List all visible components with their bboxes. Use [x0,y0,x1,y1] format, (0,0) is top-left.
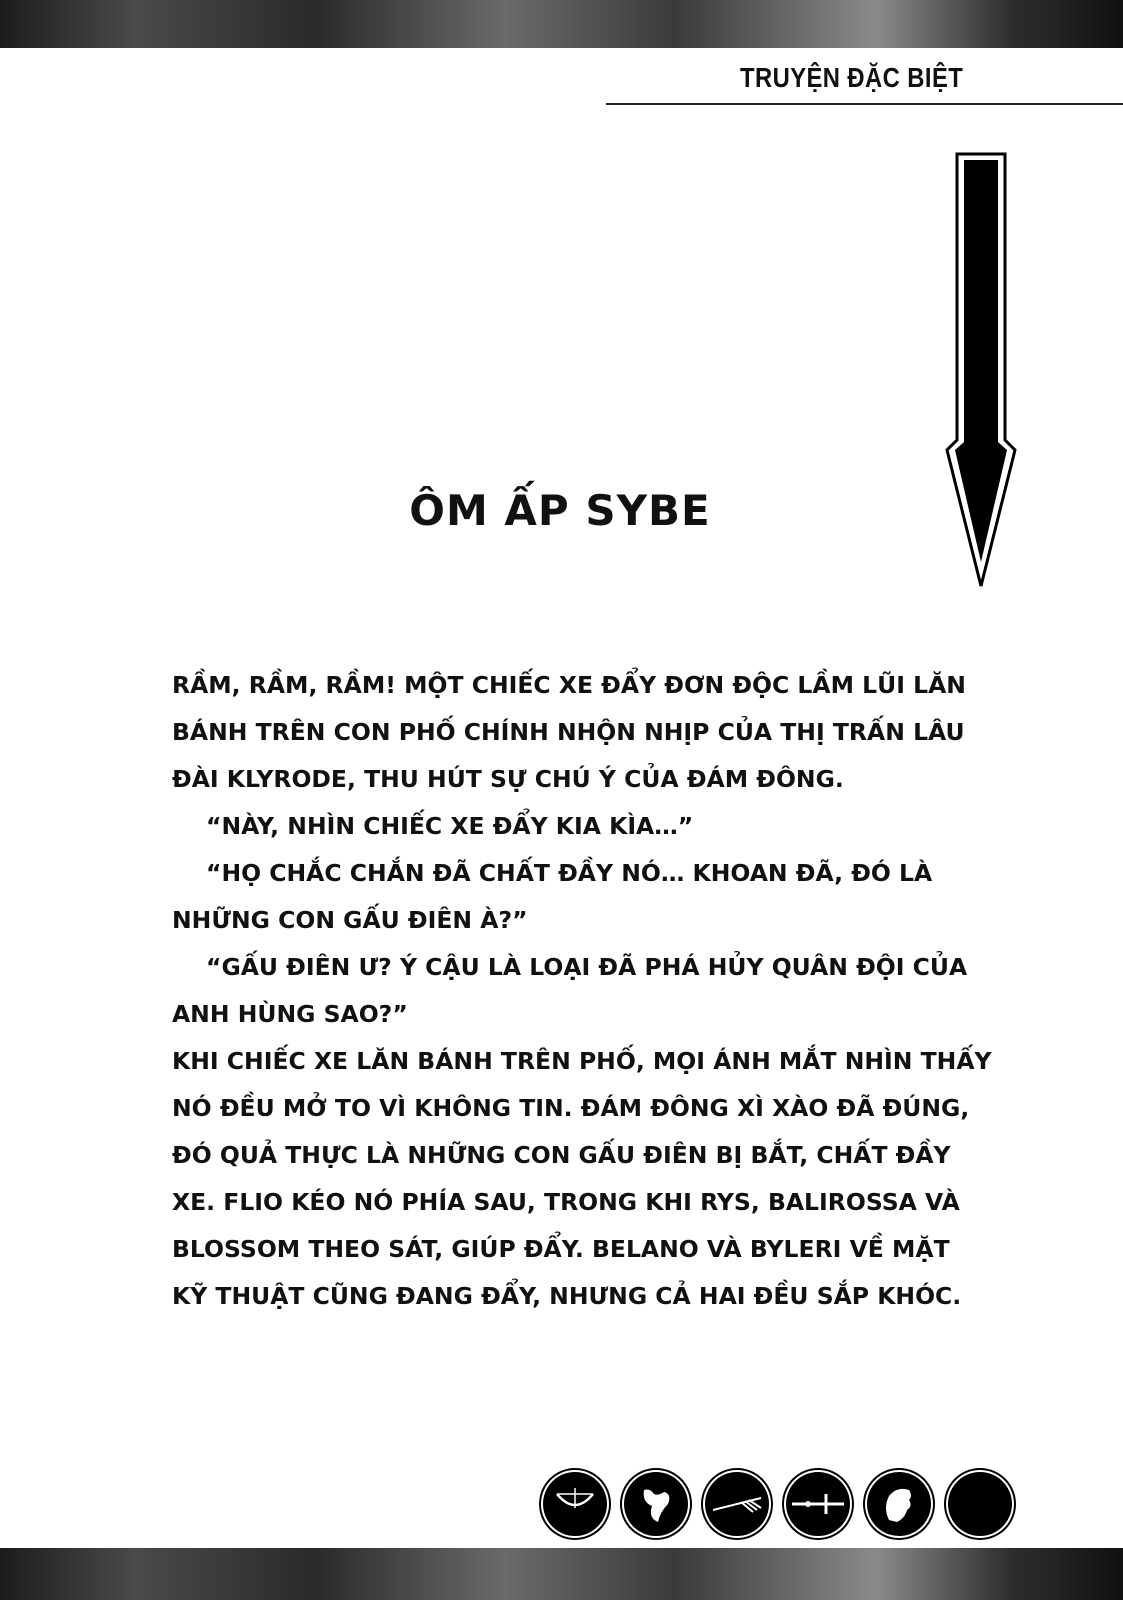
story-line: NÓ ĐỀU MỞ TO VÌ KHÔNG TIN. ĐÁM ĐÔNG XÌ XÀO ĐÃ ĐÚNG, [172,1094,970,1122]
story-line: “NÀY, NHÌN CHIẾC XE ĐẨY KIA KÌA…” [206,812,694,840]
story-line: “HỌ CHẮC CHẮN ĐÃ CHẤT ĐẦY NÓ… KHOAN ĐÃ, ĐÓ LÀ [206,859,933,887]
story-text [172,662,992,1320]
header-label: TRUYỆN ĐẶC BIỆT [740,62,964,93]
top-banner [0,0,1123,48]
story-line: ĐÀI KLYRODE, THU HÚT SỰ CHÚ Ý CỦA ĐÁM ĐÔNG. [172,765,844,793]
sword-icon [786,1472,850,1536]
story-line: XE. FLIO KÉO NÓ PHÍA SAU, TRONG KHI RYS, BALIROSSA VÀ [172,1188,960,1216]
blank-icon [948,1472,1012,1536]
story-line: ĐÓ QUẢ THỰC LÀ NHỮNG CON GẤU ĐIÊN BỊ BẮT, CHẤT ĐẦY [172,1141,951,1169]
down-arrow-icon [945,150,1017,590]
story-title: ÔM ẤP SYBE [409,486,711,535]
story-line: NHỮNG CON GẤU ĐIÊN À?” [172,906,528,934]
story-line: ANH HÙNG SAO?” [172,1000,408,1028]
profile-icon [867,1472,931,1536]
story-line: “GẤU ĐIÊN Ư? Ý CẬU LÀ LOẠI ĐÃ PHÁ HỦY QUÂN ĐỘI CỦA [206,953,968,981]
bow-icon [543,1472,607,1536]
character-badges [543,1472,1023,1540]
story-line: BLOSSOM THEO SÁT, GIÚP ĐẨY. BELANO VÀ BYLERI VỀ MẶT [172,1235,950,1263]
story-line: KỸ THUẬT CŨNG ĐANG ĐẨY, NHƯNG CẢ HAI ĐỀU SẮP KHÓC. [172,1282,962,1310]
story-line: RẦM, RẦM, RẦM! MỘT CHIẾC XE ĐẨY ĐƠN ĐỘC LẦM LŨI LĂN [172,671,966,699]
story-line: KHI CHIẾC XE LĂN BÁNH TRÊN PHỐ, MỌI ÁNH MẮT NHÌN THẤY [172,1047,992,1075]
bottom-banner [0,1548,1123,1600]
heart-icon [624,1472,688,1536]
story-line: BÁNH TRÊN CON PHỐ CHÍNH NHỘN NHỊP CỦA THỊ TRẤN LÂU [172,718,965,746]
fork-icon [705,1472,769,1536]
header-rule [606,103,1123,105]
